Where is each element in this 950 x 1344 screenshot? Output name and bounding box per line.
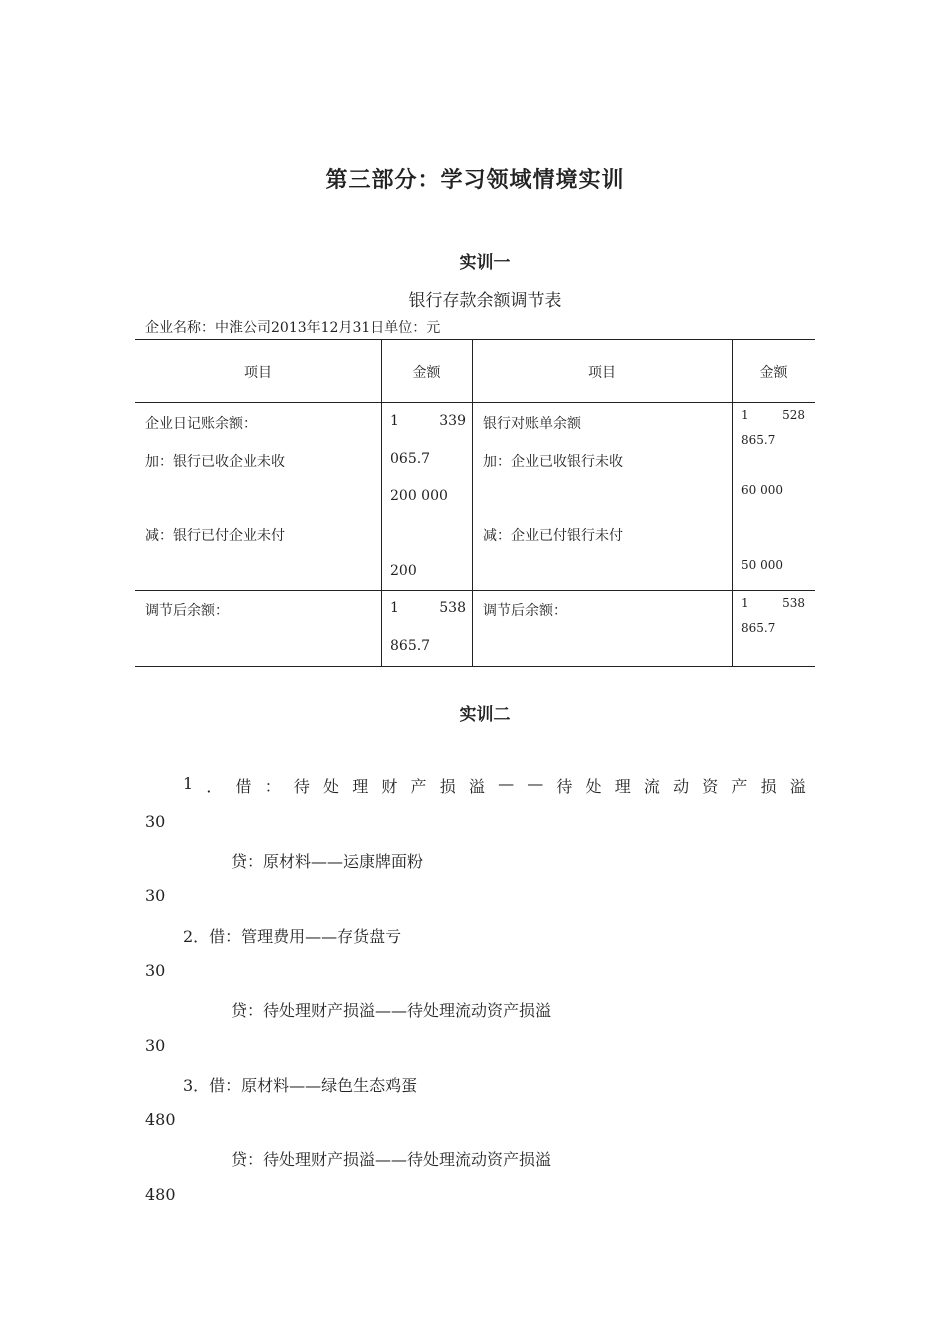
- amount-part: 538: [439, 600, 466, 616]
- entry2-debit: 2．借：管理费用——存货盘亏: [183, 927, 402, 946]
- right-item-bank-statement: 银行对账单余额: [483, 416, 581, 432]
- amount-part: 1: [741, 596, 749, 610]
- right-amount-bank-statement: [741, 408, 805, 422]
- right-item-less: 减：企业已付银行未付: [483, 528, 623, 544]
- left-adjusted-amount-cont: 865.7: [390, 638, 431, 654]
- entry1-debit-char: 借: [235, 777, 252, 796]
- entry3-debit-amount: 480: [145, 1110, 176, 1129]
- row-divider: [135, 590, 815, 591]
- amount-part: 1: [741, 408, 749, 422]
- entry1-debit-char: 动: [673, 777, 690, 796]
- entry1-debit-char: —: [527, 774, 544, 793]
- header-item-left: 项目: [244, 365, 272, 381]
- entry1-debit-char: 待: [556, 777, 573, 796]
- entry1-debit-char: 待: [293, 777, 310, 796]
- entry1-debit: [183, 774, 806, 797]
- table-meta: 企业名称：中淮公司2013年12月31日单位：元: [145, 320, 441, 336]
- entry1-debit-char: 财: [381, 777, 398, 796]
- reconciliation-table: [135, 339, 815, 667]
- entry1-debit-char: 产: [731, 777, 748, 796]
- entry2-credit-amount: 30: [145, 1036, 166, 1055]
- right-item-add: 加：企业已收银行未收: [483, 454, 623, 470]
- right-adjusted-label: 调节后余额：: [483, 603, 567, 619]
- entry1-debit-char: 1: [183, 774, 194, 793]
- entry1-debit-char: 理: [614, 777, 631, 796]
- column-divider: [732, 340, 733, 666]
- row-divider: [135, 402, 815, 403]
- amount-part: 1: [390, 600, 399, 616]
- entry1-debit-char: 理: [352, 777, 369, 796]
- entry1-debit-char: ．: [206, 777, 223, 796]
- amount-part: 528: [782, 408, 805, 422]
- entry2-credit: 贷：待处理财产损溢——待处理流动资产损溢: [231, 1001, 552, 1020]
- entry1-debit-char: 处: [585, 777, 602, 796]
- header-item-right: 项目: [588, 365, 616, 381]
- column-divider: [381, 340, 382, 666]
- section-heading-2: 实训二: [459, 705, 511, 725]
- right-adjusted-amount-cont: 865.7: [741, 621, 776, 635]
- entry1-debit-char: 损: [439, 777, 456, 796]
- left-item-add: 加：银行已收企业未收: [145, 454, 285, 470]
- header-amount-right: 金额: [759, 365, 788, 381]
- entry3-debit: 3．借：原材料——绿色生态鸡蛋: [183, 1076, 418, 1095]
- entry1-debit-char: 产: [410, 777, 427, 796]
- entry1-credit: 贷：原材料——运康牌面粉: [231, 852, 424, 871]
- entry1-debit-char: 处: [323, 777, 340, 796]
- section-heading-1: 实训一: [459, 253, 511, 273]
- entry1-debit-char: ：: [264, 777, 281, 796]
- entry1-debit-char: 溢: [789, 777, 806, 796]
- entry1-debit-char: 损: [760, 777, 777, 796]
- table-title: 银行存款余额调节表: [408, 291, 562, 311]
- right-amount-less: 50 000: [741, 558, 783, 572]
- header-amount-left: 金额: [412, 365, 441, 381]
- entry1-debit-char: —: [498, 774, 515, 793]
- column-divider: [472, 340, 473, 666]
- right-adjusted-amount: [741, 596, 805, 610]
- right-amount-add: 60 000: [741, 483, 783, 497]
- left-adjusted-amount: [390, 600, 466, 616]
- left-amount-less: 200: [390, 563, 417, 579]
- amount-part: 538: [782, 596, 805, 610]
- entry3-credit: 贷：待处理财产损溢——待处理流动资产损溢: [231, 1150, 552, 1169]
- entry1-debit-amount: 30: [145, 812, 166, 831]
- left-item-less: 减：银行已付企业未付: [145, 528, 285, 544]
- left-amount-add: 200 000: [390, 488, 448, 504]
- entry1-credit-amount: 30: [145, 886, 166, 905]
- entry1-debit-char: 流: [643, 777, 660, 796]
- entry1-debit-char: 资: [702, 777, 719, 796]
- entry1-debit-char: 溢: [468, 777, 485, 796]
- page-title: 第三部分：学习领域情境实训: [325, 167, 625, 193]
- entry3-credit-amount: 480: [145, 1185, 176, 1204]
- left-adjusted-label: 调节后余额：: [145, 603, 229, 619]
- right-amount-bank-statement-cont: 865.7: [741, 433, 776, 447]
- left-item-book-balance: 企业日记账余额：: [145, 416, 257, 432]
- amount-part: 339: [439, 413, 466, 429]
- left-amount-book-balance-cont: 065.7: [390, 451, 431, 467]
- left-amount-book-balance: [390, 413, 466, 429]
- amount-part: 1: [390, 413, 399, 429]
- entry2-debit-amount: 30: [145, 961, 166, 980]
